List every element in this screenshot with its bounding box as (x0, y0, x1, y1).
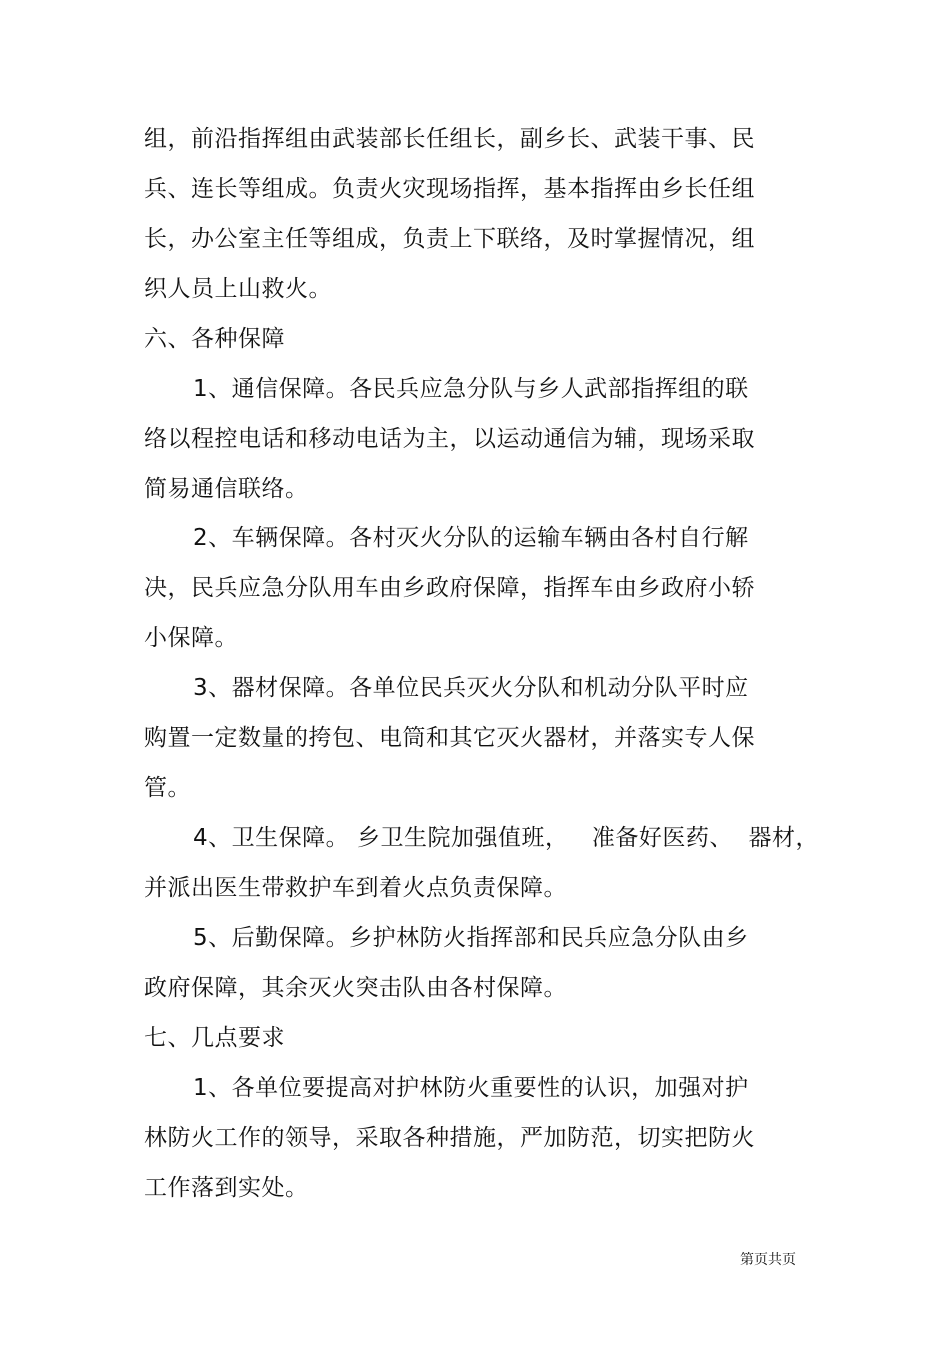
text-line: 3、器材保障。各单位民兵灭火分队和机动分队平时应 (193, 675, 749, 701)
section-heading: 七、几点要求 (144, 1025, 285, 1051)
text-line: 购置一定数量的挎包、电筒和其它灭火器材，并落实专人保 (144, 725, 755, 751)
text-line: 组，前沿指挥组由武装部长任组长，副乡长、武装干事、民 (144, 126, 755, 152)
text-line: 简易通信联络。 (144, 476, 309, 502)
text-line: 络以程控电话和移动电话为主，以运动通信为辅，现场采取 (144, 426, 755, 452)
text-line: 政府保障，其余灭火突击队由各村保障。 (144, 975, 567, 1001)
text-line: 并派出医生带救护车到着火点负责保障。 (144, 875, 567, 901)
text-line: 5、后勤保障。乡护林防火指挥部和民兵应急分队由乡 (193, 925, 749, 951)
text-line: 兵、连长等组成。负责火灾现场指挥，基本指挥由乡长任组 (144, 176, 755, 202)
text-line: 2、车辆保障。各村灭火分队的运输车辆由各村自行解 (193, 525, 749, 551)
page-footer: 第页共页 (740, 1252, 796, 1268)
section-heading: 六、各种保障 (144, 326, 285, 352)
text-line: 管。 (144, 775, 191, 801)
text-line: 林防火工作的领导，采取各种措施，严加防范，切实把防火 (144, 1125, 755, 1151)
text-line: 决，民兵应急分队用车由乡政府保障，指挥车由乡政府小轿 (144, 575, 755, 601)
text-line: 小保障。 (144, 625, 238, 651)
text-line: 1、各单位要提高对护林防火重要性的认识，加强对护 (193, 1075, 749, 1101)
text-line: 织人员上山救火。 (144, 276, 332, 302)
text-line: 工作落到实处。 (144, 1175, 309, 1201)
text-line: 长，办公室主任等组成，负责上下联络，及时掌握情况，组 (144, 226, 755, 252)
text-line: 1、通信保障。各民兵应急分队与乡人武部指挥组的联 (193, 376, 749, 402)
text-line: 4、卫生保障。 乡卫生院加强值班， 准备好医药、 器材， (193, 825, 819, 851)
